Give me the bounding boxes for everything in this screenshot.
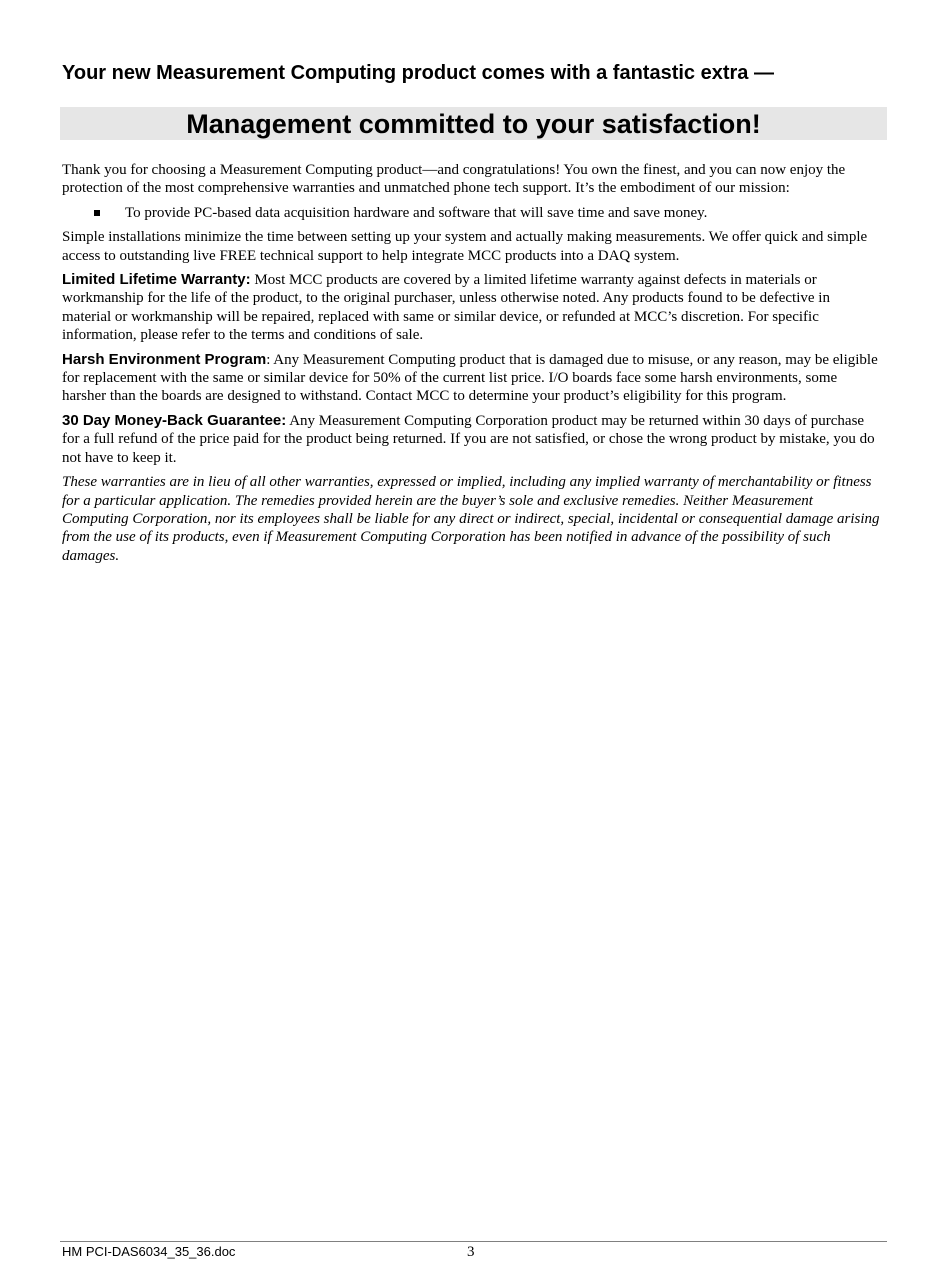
lifetime-warranty-text: Most MCC products are covered by a limited lifetime warranty against defects in materials or workmanship for the life of the product, to the original purchaser, unless otherwise noted. Any products found to be defective in material or workmanship will be repaired, replaced with same or similar device, or refunded at MCC’s discretion. For specific information, please refer to the terms and conditions of sale. — [62, 272, 830, 344]
warranty-body — [62, 161, 882, 571]
harsh-environment-text: : Any Measurement Computing product that is damaged due to misuse, or any reason, may be eligible for replacement with the same or similar device for 50% of the current list price. I/O boards face some harsh environments, some harsher than the boards are designed to withstand. Contact MCC to determine your product’s eligibility for this program. — [62, 351, 878, 405]
money-back-heading: 30 Day Money-Back Guarantee: — [62, 411, 287, 429]
disclaimer-paragraph: These warranties are in lieu of all other warranties, expressed or implied, including any implied warranty of merchantability or fitness for a particular application. The remedies provided herein are the buyer’s sole and exclusive remedies. Neither Measurement Computing Corporation, nor its employees shall be liable for any direct or indirect, special, incidental or consequential damage arising from the use of its products, even if Measurement Computing Corporation has been notified in advance of the possibility of such damages. — [62, 474, 880, 564]
harsh-environment-paragraph — [62, 351, 882, 406]
mission-list — [62, 204, 882, 222]
page-number: 3 — [467, 1244, 475, 1260]
intro-paragraph: Thank you for choosing a Measurement Computing product—and congratulations! You own the finest, and you can now enjoy the protection of the most comprehensive warranties and unmatched phone tech support. It’s the embodiment of our mission: — [62, 162, 846, 197]
square-bullet-icon — [94, 210, 100, 216]
footer-filename: HM PCI-DAS6034_35_36.doc — [62, 1244, 236, 1259]
money-back-text: Any Measurement Computing Corporation product may be returned within 30 days of purchase for a full refund of the price paid for the product being returned. If you are not satisfied, or chose the wrong product by mistake, you do not have to keep it. — [62, 412, 875, 466]
mission-list-item — [62, 204, 882, 222]
lifetime-warranty-paragraph — [62, 271, 882, 345]
footer-divider — [60, 1241, 887, 1242]
satisfaction-banner: Management committed to your satisfaction! — [60, 107, 887, 140]
harsh-environment-heading: Harsh Environment Program — [62, 350, 267, 368]
page-tagline: Your new Measurement Computing product comes with a fantastic extra — — [62, 62, 774, 84]
simple-install-paragraph: Simple installations minimize the time between setting up your system and actually making measurements. We offer quick and simple access to outstanding live FREE technical support to help integrate MCC products into a DAQ system. — [62, 229, 868, 264]
money-back-paragraph — [62, 412, 882, 467]
lifetime-warranty-heading: Limited Lifetime Warranty: — [62, 271, 251, 289]
mission-text: To provide PC-based data acquisition hardware and software that will save time and save money. — [125, 204, 708, 221]
